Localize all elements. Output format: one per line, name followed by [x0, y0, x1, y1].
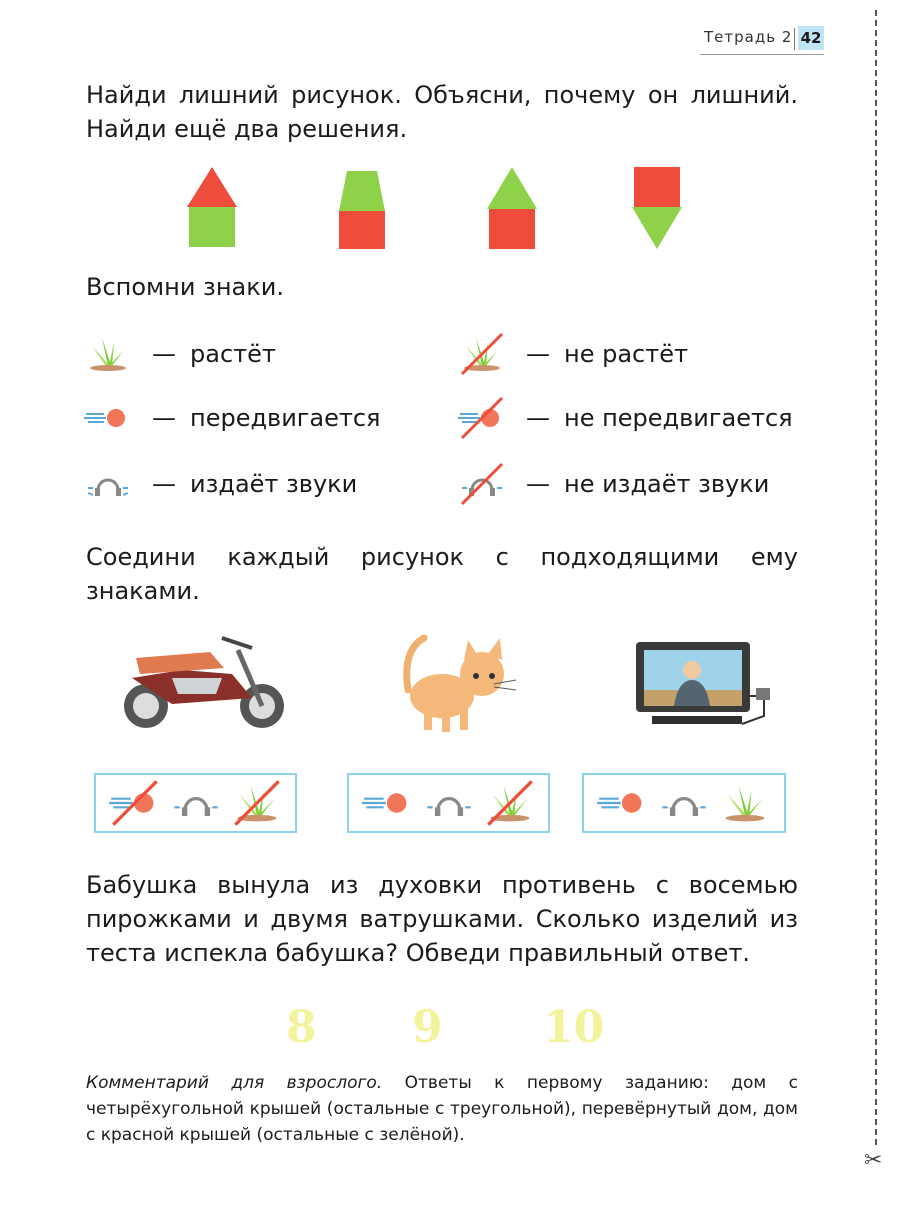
header-rule	[700, 54, 824, 55]
task-grandma: Бабушка вынула из духовки противень с восемью пирожками и двумя ватрушками. Сколько изделий из теста испекла бабушка? Обведи правильный ответ.	[86, 871, 798, 967]
moving-ball-crossed-icon	[458, 396, 506, 440]
sign-label: не растёт	[564, 340, 688, 368]
sign-label: издаёт звуки	[190, 470, 358, 498]
sound-icon	[658, 779, 710, 827]
sign-label: не издаёт звуки	[564, 470, 770, 498]
sign-moves: — передвигается	[84, 396, 381, 440]
moving-ball-icon	[597, 779, 649, 827]
sign-not-sounds: — не издаёт звуки	[458, 462, 769, 506]
comment-text: Ответы к первому заданию: дом с четырёхугольной крышей (остальные с треугольной), перевёрнутый дом, дом с красной крышей (остальные с зелёной).	[86, 1073, 798, 1145]
moving-ball-crossed-icon	[109, 779, 161, 827]
scissors-icon: ✂	[864, 1148, 883, 1173]
tv-icon[interactable]	[632, 640, 776, 738]
house-upside-down[interactable]	[630, 165, 684, 255]
sound-icon	[84, 462, 132, 506]
task-signs-title: Вспомни знаки.	[86, 273, 284, 301]
grass-icon	[719, 779, 771, 827]
grass-icon	[84, 332, 132, 376]
notebook-label: Тетрадь 2	[704, 28, 793, 46]
sign-sounds: — издаёт звуки	[84, 462, 357, 506]
adult-comment	[86, 1070, 798, 1148]
cut-line	[875, 10, 877, 1145]
task-odd-one-out: Найди лишний рисунок. Объясни, почему он лишний. Найди ещё два решения.	[86, 81, 798, 143]
house-trapezoid-roof[interactable]	[335, 165, 389, 255]
houses-row	[180, 165, 700, 255]
grass-crossed-icon	[231, 779, 283, 827]
comment-lead: Комментарий для взрослого.	[86, 1073, 383, 1093]
moving-ball-icon	[84, 396, 132, 440]
kitten-icon[interactable]	[402, 630, 520, 734]
task-connect: Соедини каждый рисунок с подходящими ему знаками.	[86, 543, 798, 605]
sound-crossed-icon	[458, 462, 506, 506]
sign-grows: — растёт	[84, 332, 276, 376]
header-separator	[794, 28, 795, 50]
answer-option[interactable]: 10	[543, 1002, 605, 1053]
grass-crossed-icon	[484, 779, 536, 827]
sign-label: растёт	[190, 340, 276, 368]
sign-not-grows: — не растёт	[458, 332, 688, 376]
sign-label: не передвигается	[564, 404, 793, 432]
house-green-triangle-roof[interactable]	[485, 165, 539, 255]
page-number: 42	[798, 26, 824, 50]
answer-option[interactable]: 9	[412, 1002, 443, 1053]
motorcycle-icon[interactable]	[112, 628, 296, 732]
sound-icon	[423, 779, 475, 827]
signs-box-motorcycle[interactable]	[94, 773, 297, 833]
signs-box-kitten[interactable]	[347, 773, 550, 833]
signs-box-tv[interactable]	[582, 773, 786, 833]
sound-icon	[170, 779, 222, 827]
answer-option[interactable]: 8	[286, 1002, 317, 1053]
house-red-triangle-roof[interactable]	[185, 165, 239, 255]
sign-label: передвигается	[190, 404, 381, 432]
moving-ball-icon	[362, 779, 414, 827]
sign-not-moves: — не передвигается	[458, 396, 793, 440]
grass-crossed-icon	[458, 332, 506, 376]
